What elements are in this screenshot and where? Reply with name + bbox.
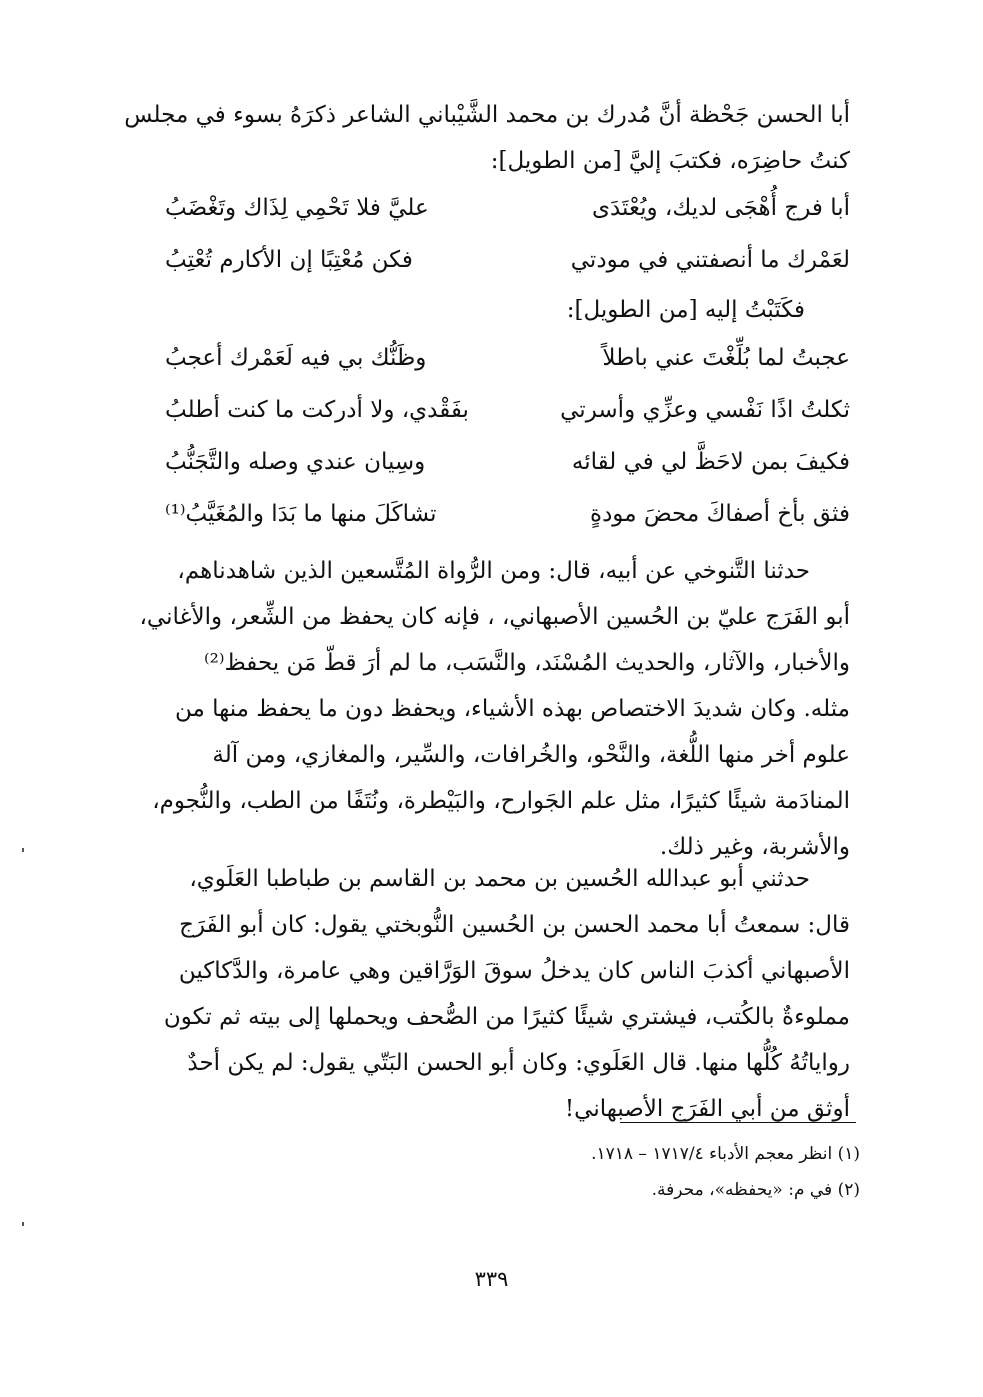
verse-first-hemistich: عجبتُ لما بُلِّغْتَ عني باطلاً bbox=[602, 345, 850, 371]
paragraph-line: المنادَمة شيئًا كثيرًا، مثل علم الجَوارح، والبَيْطرة، ونُتَفًا من الطب، والنُّجوم، bbox=[152, 788, 850, 814]
poem-verses-first bbox=[165, 182, 850, 286]
verse-line bbox=[165, 436, 850, 488]
verse-second-hemistich: بفَقْدي، ولا أدركت ما كنت أطلبُ bbox=[165, 397, 469, 423]
poem-introduction-label: فكَتَبْتُ إليه [من الطويل]: bbox=[566, 297, 805, 323]
footnotes bbox=[300, 1136, 860, 1208]
footnote-1: (١) انظر معجم الأدباء ١٧١٧/٤ – ١٧١٨. bbox=[591, 1144, 860, 1164]
scan-edge-mark bbox=[22, 1222, 24, 1226]
intro-line-1: أبا الحسن جَحْظة أنَّ مُدرك بن محمد الشَّيْباني الشاعر ذكرَهُ بسوء في مجلس bbox=[124, 102, 850, 128]
verse-first-hemistich: أبا فرج أُهْجَى لديك، ويُعْتَدَى bbox=[591, 195, 850, 221]
paragraph-line: علوم أخر منها اللُّغة، والنَّحْو، والخُرافات، والسِّير، والمغازي، ومن آلة bbox=[212, 742, 850, 768]
footnote-2: (٢) في م: «يحفظه»، محرفة. bbox=[651, 1180, 860, 1200]
paragraph-line: حدثني أبو عبدالله الحُسين بن محمد بن القاسم بن طباطبا العَلَوي، bbox=[189, 866, 810, 892]
verse-first-hemistich: فكيفَ بمن لاحَظَّ لي في لقائه bbox=[571, 449, 850, 475]
verse-second-hemistich: عليَّ فلا تَحْمِي لِذَاك وتَغْضَبُ bbox=[165, 195, 429, 221]
verse-line bbox=[165, 384, 850, 436]
paragraph-line: حدثنا التَّنوخي عن أبيه، قال: ومن الرُّواة المُتَّسعين الذين شاهدناهم، bbox=[177, 558, 810, 584]
paragraph-line: أوثق من أبي الفَرَج الأصبهاني! bbox=[564, 1096, 850, 1122]
paragraph-line: قال: سمعتُ أبا محمد الحسن بن الحُسين النُّوبختي يقول: كان أبو الفَرَج bbox=[179, 912, 850, 938]
paragraph-line: الأصبهاني أكذبَ الناس كان يدخلُ سوقَ الوَرَّاقين وهي عامرة، والدَّكاكين bbox=[178, 958, 850, 984]
paragraph-line: والأخبار، والآثار، والحديث المُسْنَد، والنَّسَب، ما لم أرَ قطّ مَن يحفظ⁽²⁾ bbox=[203, 650, 850, 676]
verse-line bbox=[165, 332, 850, 384]
verse-line bbox=[165, 182, 850, 234]
verse-second-hemistich: فكن مُعْتِبًا إن الأكارم تُعْتِبُ bbox=[165, 247, 413, 273]
intro-text bbox=[124, 92, 850, 184]
verse-second-hemistich: وظَنُّك بي فيه لَعَمْرك أعجبُ bbox=[165, 345, 427, 371]
paragraph-line: مثله. وكان شديدَ الاختصاص بهذه الأشياء، ويحفظ دون ما يحفظ منها من bbox=[174, 696, 850, 722]
paragraph-tanukhi bbox=[139, 548, 850, 870]
footnote-divider bbox=[620, 1122, 856, 1123]
scan-edge-mark bbox=[22, 848, 24, 852]
verse-second-hemistich: وسِيان عندي وصله والتَّجَنُّبُ bbox=[165, 449, 426, 475]
verse-second-hemistich: تشاكَلَ منها ما بَدَا والمُغَيَّبُ⁽¹⁾ bbox=[165, 501, 437, 527]
verse-line bbox=[165, 488, 850, 540]
paragraph-line: والأشربة، وغير ذلك. bbox=[659, 834, 850, 860]
intro-line-2: كنتُ حاضِرَه، فكتبَ إليَّ [من الطويل]: bbox=[490, 148, 850, 174]
paragraph-line: رواياتُهُ كُلُّها منها. قال العَلَوي: وكان أبو الحسن البَتّي يقول: لم يكن أحدٌ bbox=[187, 1050, 850, 1076]
verse-line bbox=[165, 234, 850, 286]
verse-first-hemistich: فثق بأخ أصفاكَ محضَ مودةٍ bbox=[590, 501, 850, 527]
poem-verses-second bbox=[165, 332, 850, 540]
paragraph-line: مملوءةٌ بالكُتب، فيشتري شيئًا كثيرًا من الصُّحف ويحملها إلى بيته ثم تكون bbox=[163, 1004, 850, 1030]
page-number: ٣٣٩ bbox=[474, 1267, 509, 1291]
verse-first-hemistich: ثكلتُ اذًا نَفْسي وعزِّي وأسرتي bbox=[560, 397, 850, 423]
verse-first-hemistich: لعَمْرك ما أنصفتني في مودتي bbox=[570, 247, 850, 273]
paragraph-alawi bbox=[160, 856, 850, 1132]
paragraph-line: أبو الفَرَج عليّ بن الحُسين الأصبهاني، ، فإنه كان يحفظ من الشِّعر، والأغاني، bbox=[139, 604, 850, 630]
